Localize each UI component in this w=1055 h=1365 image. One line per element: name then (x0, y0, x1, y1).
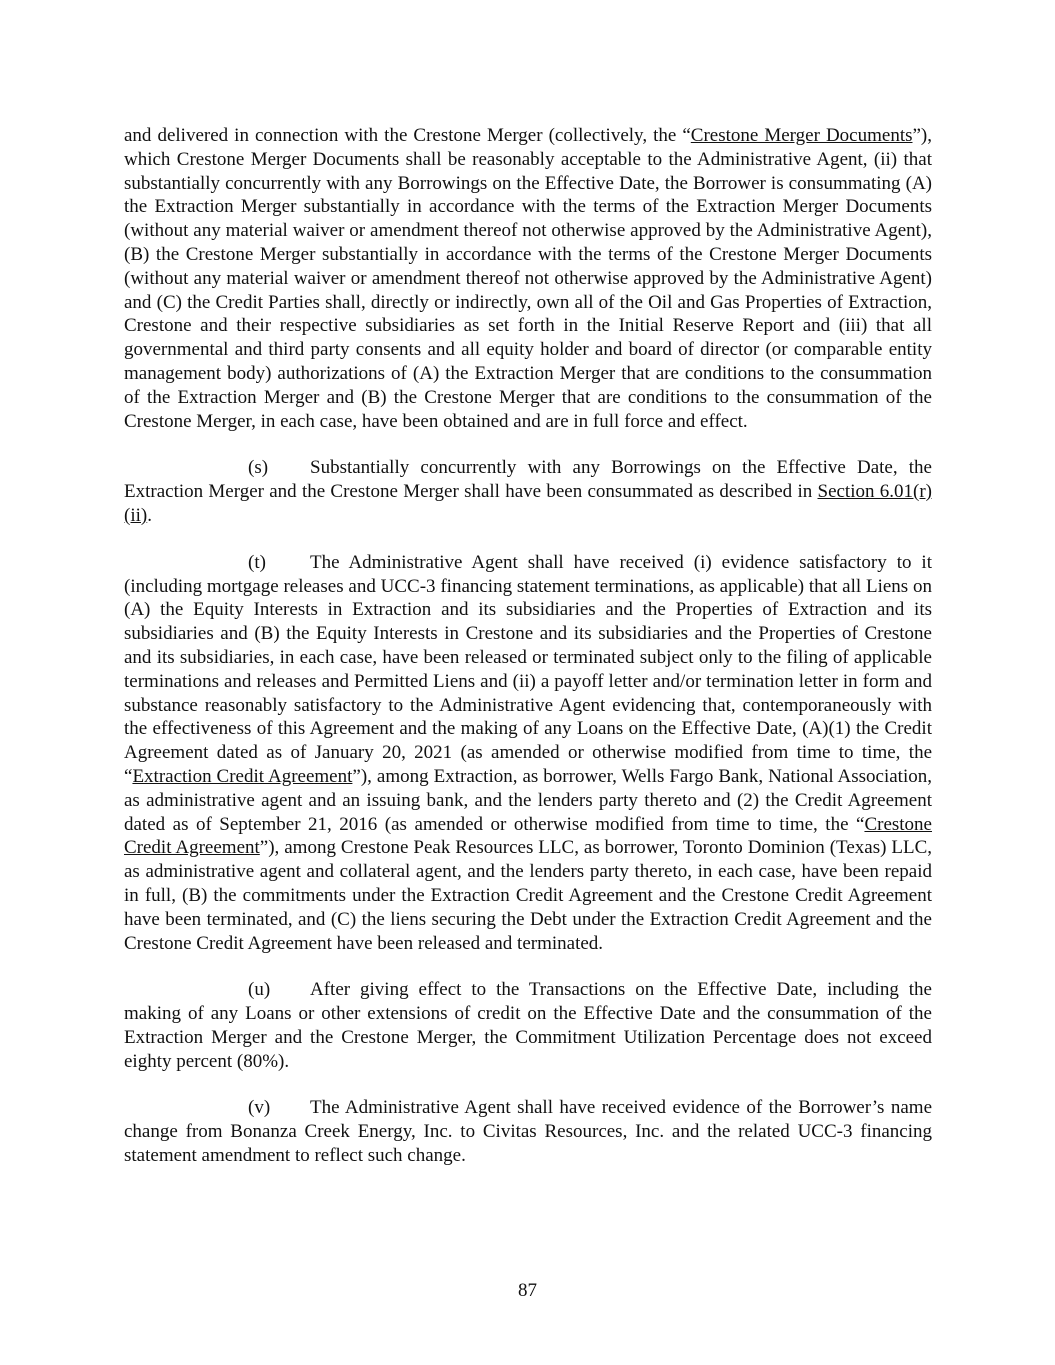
clause-label: (s) (248, 457, 269, 479)
text-run: The Administrative Agent shall have received (i) evidence satisfactory to it (including mortgage releases and UCC-3 financing statement terminations, as applicable) that all Liens on (A) the Equity Interests in Extraction and its subsidiaries and the Properties of Extraction and its subsidiaries and (B) the Equity Interests in Crestone and its subsidiaries and the Properties of Crestone and its subsidiaries, in each case, have been released or terminated subject only to the filing of applicable terminations and releases and Permitted Liens and (ii) a payoff letter and/or termination letter in form and substance reasonably satisfactory to the Administrative Agent evidencing that, contemporaneously with the effectiveness of this Agreement and the making of any Loans on the Effective Date, (A)(1) the Credit Agreement dated as of January 20, 2021 (as amended or otherwise modified from time to time, the “ (124, 551, 932, 787)
text-run: ”), among Extraction, as borrower, Wells Fargo Bank, National Association, as administrative agent and an issuing bank, and the lenders party thereto and (2) the Credit Agreement dated as of September 21, 2016 (as amended or otherwise modified from time to time, the “ (124, 765, 932, 835)
text-run: and delivered in connection with the Crestone Merger (collectively, the “ (124, 125, 691, 146)
paragraph-s (124, 456, 932, 527)
text-run: Substantially concurrently with any Borrowings on the Effective Date, the Extraction Merger and the Crestone Merger shall have been consummated as described in (124, 457, 932, 503)
paragraph-u (124, 978, 932, 1073)
defined-term-extraction-credit-agreement: Extraction Credit Agreement (132, 765, 353, 787)
text-run: After giving effect to the Transactions on the Effective Date, including the making of any Loans or other extensions of credit on the Effective Date and the consummation of the Extraction Merger and the Crestone Merger, the Commitment Utilization Percentage does not exceed eighty percent (80%). (124, 979, 932, 1072)
defined-term-crestone-credit-agreement: Crestone Credit Agreement (124, 813, 932, 859)
paragraph-v (124, 1096, 932, 1167)
clause-label: (v) (248, 1097, 271, 1119)
text-run: ”), which Crestone Merger Documents shall be reasonably acceptable to the Administrative Agent, (ii) that substantially concurrently with any Borrowings on the Effective Date, the Borrower is consummating (A) the Extraction Merger substantially in accordance with the terms of the Extraction Merger Documents (without any material waiver or amendment thereof not otherwise approved by the Administrative Agent), (B) the Crestone Merger substantially in accordance with the terms of the Crestone Merger Documents (without any material waiver or amendment thereof not otherwise approved by the Administrative Agent) and (C) the Credit Parties shall, directly or indirectly, own all of the Oil and Gas Properties of Extraction, Crestone and their respective subsidiaries as set forth in the Initial Reserve Report and (iii) that all governmental and third party consents and all equity holder and board of director (or comparable entity management body) authorizations of (A) the Extraction Merger that are conditions to the consummation of the Extraction Merger and (B) the Crestone Merger that are conditions to the consummation of the Crestone Merger, in each case, have been obtained and are in full force and effect. (124, 125, 933, 432)
clause-label: (u) (248, 979, 271, 1001)
text-run: . (147, 504, 152, 526)
text-run: The Administrative Agent shall have received evidence of the Borrower’s name change from Bonanza Creek Energy, Inc. to Civitas Resources, Inc. and the related UCC-3 financing statement amendment to reflect such change. (124, 1097, 932, 1167)
cross-reference-section: Section 6.01(r)(ii) (124, 481, 932, 526)
paragraph-t (124, 551, 932, 956)
defined-term-crestone-merger-documents: Crestone Merger Documents (690, 125, 913, 146)
paragraph-r-continuation (124, 124, 932, 433)
page-number: 87 (518, 1280, 537, 1301)
text-run: ”), among Crestone Peak Resources LLC, as borrower, Toronto Dominion (Texas) LLC, as administrative agent and collateral agent, and the lenders party thereto, in each case, have been repaid in full, (B) the commitments under the Extraction Credit Agreement and the Crestone Credit Agreement have been terminated, and (C) the liens securing the Debt under the Extraction Credit Agreement and the Crestone Credit Agreement have been released and terminated. (124, 837, 932, 954)
document-body (124, 124, 932, 1191)
clause-label: (t) (248, 551, 266, 573)
